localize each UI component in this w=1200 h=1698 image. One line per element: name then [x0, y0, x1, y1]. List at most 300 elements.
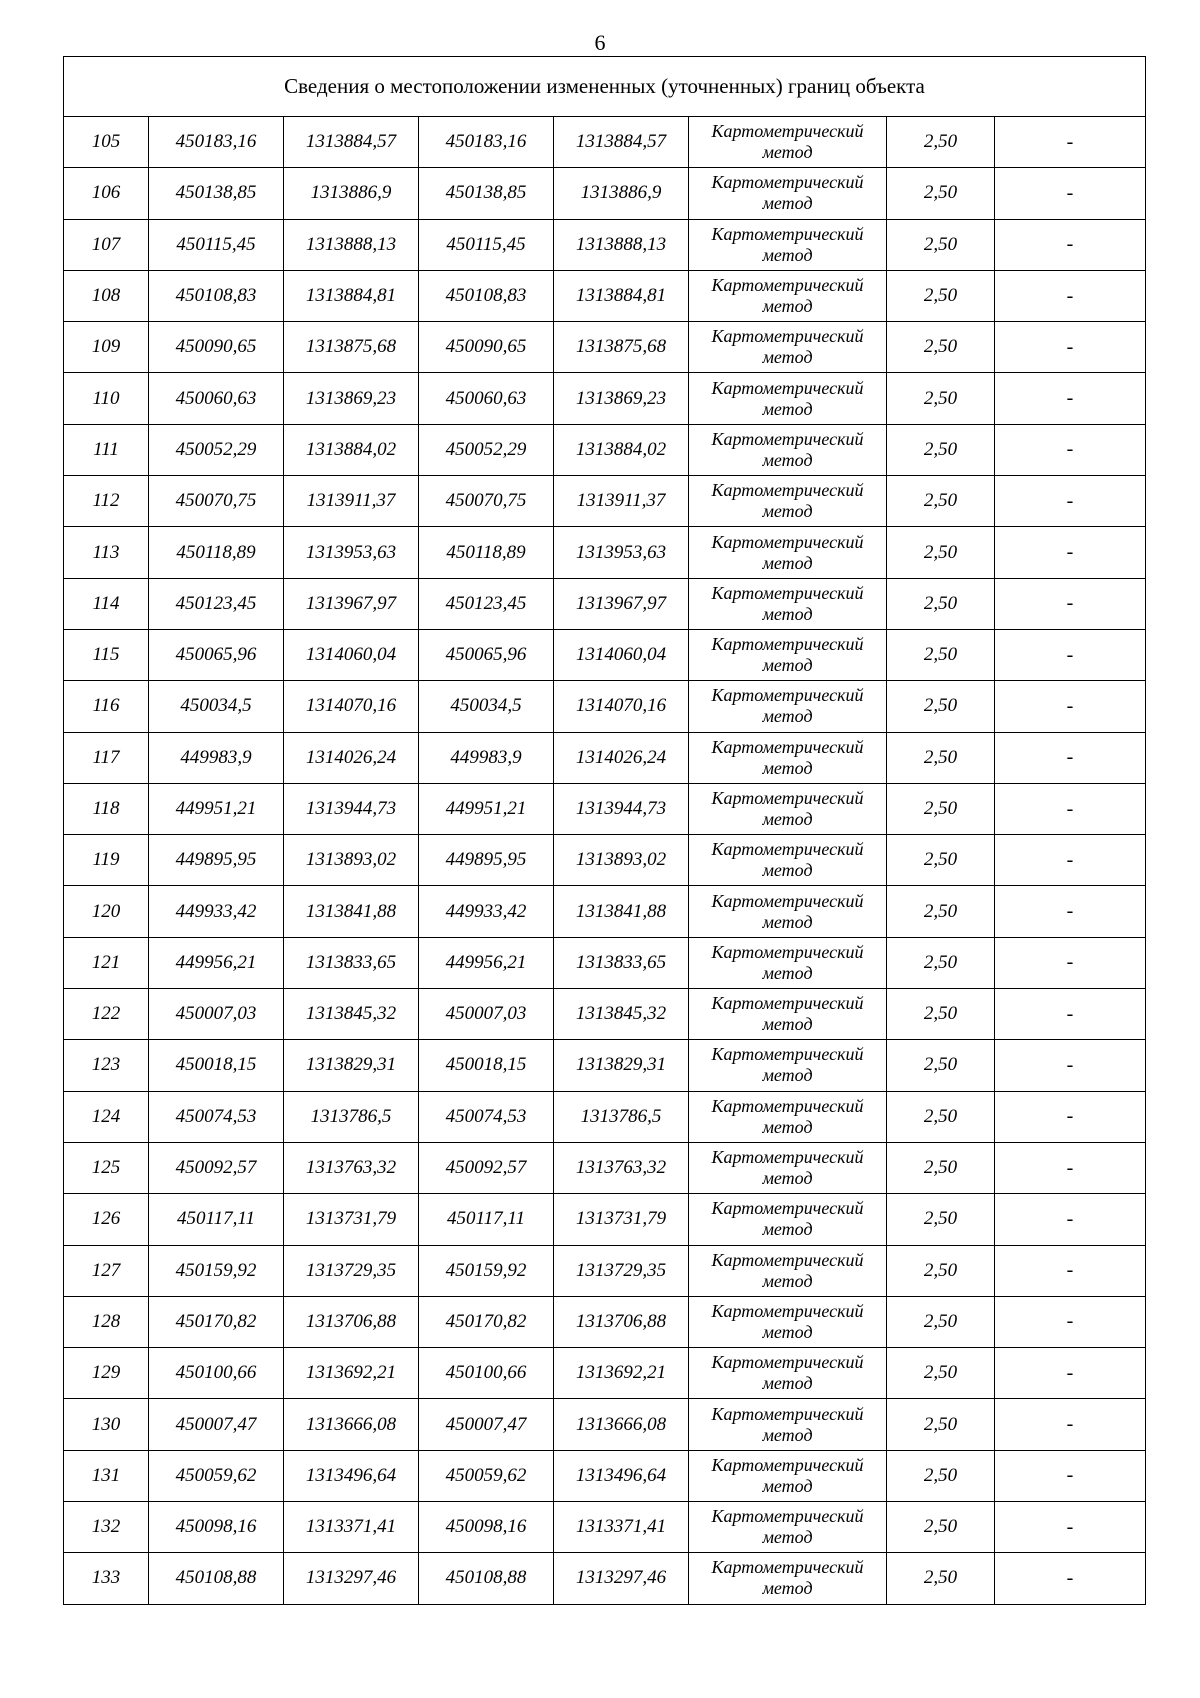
refined-x-cell: 450065,96: [419, 629, 554, 680]
point-number-cell: 118: [64, 783, 149, 834]
method-line1: Картометрический: [711, 428, 864, 449]
accuracy-cell: 2,50: [887, 732, 995, 783]
accuracy-cell: 2,50: [887, 1553, 995, 1604]
table-row: [64, 732, 1146, 783]
refined-y-cell: 1313845,32: [554, 989, 689, 1040]
method-line2: метод: [762, 911, 813, 932]
note-cell: -: [995, 270, 1146, 321]
existing-x-cell: 450090,65: [149, 322, 284, 373]
table-row: [64, 527, 1146, 578]
accuracy-cell: 2,50: [887, 476, 995, 527]
method-line2: метод: [762, 809, 813, 829]
note-cell: -: [995, 886, 1146, 937]
existing-x-cell: 450034,5: [149, 681, 284, 732]
method-line1: Картометрический: [711, 685, 864, 706]
note-cell: -: [995, 322, 1146, 373]
method-line1: Картометрический: [711, 275, 864, 296]
existing-x-cell: 449895,95: [149, 835, 284, 886]
point-number-cell: 106: [64, 168, 149, 219]
accuracy-cell: 2,50: [887, 1091, 995, 1142]
existing-x-cell: 450070,75: [149, 476, 284, 527]
refined-y-cell: 1314026,24: [554, 732, 689, 783]
method-line1: Картометрический: [711, 993, 864, 1014]
existing-x-cell: 449951,21: [149, 783, 284, 834]
refined-x-cell: 450007,47: [419, 1399, 554, 1450]
existing-x-cell: 450115,45: [149, 219, 284, 270]
method-line2: метод: [762, 860, 813, 881]
existing-x-cell: 450183,16: [149, 117, 284, 168]
refined-y-cell: 1313875,68: [554, 322, 689, 373]
accuracy-cell: 2,50: [887, 1040, 995, 1091]
refined-x-cell: 450117,11: [419, 1194, 554, 1245]
accuracy-cell: 2,50: [887, 783, 995, 834]
method-line2: метод: [762, 706, 813, 727]
method-line2: метод: [762, 1424, 813, 1445]
table-row: [64, 117, 1146, 168]
method-line1: Картометрический: [711, 326, 864, 347]
method-cell: [689, 1040, 887, 1091]
table-body: [64, 117, 1146, 1605]
table-caption: Сведения о местоположении измененных (уточненных) границ объекта: [64, 57, 1146, 117]
existing-x-cell: 450052,29: [149, 424, 284, 475]
method-line2: метод: [762, 347, 813, 368]
refined-x-cell: 449933,42: [419, 886, 554, 937]
refined-x-cell: 450123,45: [419, 578, 554, 629]
point-number-cell: 112: [64, 476, 149, 527]
existing-x-cell: 450118,89: [149, 527, 284, 578]
note-cell: -: [995, 476, 1146, 527]
refined-x-cell: 450118,89: [419, 527, 554, 578]
existing-y-cell: 1313841,88: [284, 886, 419, 937]
refined-y-cell: 1313841,88: [554, 886, 689, 937]
point-number-cell: 107: [64, 219, 149, 270]
method-line2: метод: [762, 398, 813, 419]
table-row: [64, 219, 1146, 270]
refined-x-cell: 450183,16: [419, 117, 554, 168]
note-cell: -: [995, 1399, 1146, 1450]
note-cell: -: [995, 1040, 1146, 1091]
method-line1: Картометрический: [711, 1300, 864, 1321]
refined-y-cell: 1313884,57: [554, 117, 689, 168]
note-cell: -: [995, 1091, 1146, 1142]
note-cell: -: [995, 1348, 1146, 1399]
method-line1: Картометрический: [711, 172, 864, 193]
method-line1: Картометрический: [711, 121, 864, 142]
existing-x-cell: 450098,16: [149, 1502, 284, 1553]
method-cell: [689, 168, 887, 219]
accuracy-cell: 2,50: [887, 424, 995, 475]
refined-y-cell: 1313953,63: [554, 527, 689, 578]
method-line1: Картометрический: [711, 223, 864, 244]
note-cell: -: [995, 1245, 1146, 1296]
refined-x-cell: 450090,65: [419, 322, 554, 373]
method-cell: [689, 886, 887, 937]
table-row: [64, 835, 1146, 886]
method-line1: Картометрический: [711, 1454, 864, 1475]
method-line1: Картометрический: [711, 1506, 864, 1527]
method-cell: [689, 270, 887, 321]
refined-y-cell: 1313496,64: [554, 1450, 689, 1501]
table-row: [64, 476, 1146, 527]
accuracy-cell: 2,50: [887, 1348, 995, 1399]
table-row: [64, 424, 1146, 475]
accuracy-cell: 2,50: [887, 1245, 995, 1296]
existing-y-cell: 1314070,16: [284, 681, 419, 732]
existing-y-cell: 1313666,08: [284, 1399, 419, 1450]
refined-x-cell: 450138,85: [419, 168, 554, 219]
method-line2: метод: [762, 757, 813, 778]
existing-x-cell: 450117,11: [149, 1194, 284, 1245]
note-cell: -: [995, 835, 1146, 886]
existing-y-cell: 1313888,13: [284, 219, 419, 270]
method-cell: [689, 783, 887, 834]
existing-y-cell: 1313869,23: [284, 373, 419, 424]
table-row: [64, 1553, 1146, 1604]
method-line2: метод: [762, 1373, 813, 1394]
existing-y-cell: 1313967,97: [284, 578, 419, 629]
method-line1: Картометрический: [711, 1095, 864, 1116]
table-row: [64, 322, 1146, 373]
existing-y-cell: 1313297,46: [284, 1553, 419, 1604]
point-number-cell: 105: [64, 117, 149, 168]
method-line2: метод: [762, 296, 813, 317]
existing-y-cell: 1313371,41: [284, 1502, 419, 1553]
accuracy-cell: 2,50: [887, 219, 995, 270]
refined-x-cell: 450108,83: [419, 270, 554, 321]
note-cell: -: [995, 732, 1146, 783]
point-number-cell: 131: [64, 1450, 149, 1501]
method-cell: [689, 373, 887, 424]
accuracy-cell: 2,50: [887, 835, 995, 886]
refined-y-cell: 1313829,31: [554, 1040, 689, 1091]
point-number-cell: 123: [64, 1040, 149, 1091]
existing-x-cell: 450060,63: [149, 373, 284, 424]
method-cell: [689, 629, 887, 680]
accuracy-cell: 2,50: [887, 1450, 995, 1501]
method-line2: метод: [762, 962, 813, 983]
existing-x-cell: 450170,82: [149, 1296, 284, 1347]
method-line1: Картометрический: [711, 788, 864, 808]
note-cell: -: [995, 937, 1146, 988]
refined-y-cell: 1313731,79: [554, 1194, 689, 1245]
method-line1: Картометрический: [711, 634, 864, 655]
point-number-cell: 108: [64, 270, 149, 321]
method-line2: метод: [762, 1168, 813, 1189]
existing-x-cell: 450159,92: [149, 1245, 284, 1296]
table-row: [64, 886, 1146, 937]
existing-y-cell: 1313496,64: [284, 1450, 419, 1501]
table-row: [64, 1194, 1146, 1245]
table-row: [64, 1296, 1146, 1347]
point-number-cell: 129: [64, 1348, 149, 1399]
table-row: [64, 1040, 1146, 1091]
method-cell: [689, 1553, 887, 1604]
existing-y-cell: 1313875,68: [284, 322, 419, 373]
method-line2: метод: [762, 1219, 813, 1240]
note-cell: -: [995, 1296, 1146, 1347]
note-cell: -: [995, 219, 1146, 270]
note-cell: -: [995, 989, 1146, 1040]
table-row: [64, 629, 1146, 680]
accuracy-cell: 2,50: [887, 629, 995, 680]
method-line2: метод: [762, 1014, 813, 1035]
existing-x-cell: 450059,62: [149, 1450, 284, 1501]
point-number-cell: 115: [64, 629, 149, 680]
point-number-cell: 119: [64, 835, 149, 886]
point-number-cell: 125: [64, 1142, 149, 1193]
point-number-cell: 132: [64, 1502, 149, 1553]
method-line2: метод: [762, 1578, 813, 1599]
refined-x-cell: 449983,9: [419, 732, 554, 783]
refined-y-cell: 1313888,13: [554, 219, 689, 270]
existing-y-cell: 1314026,24: [284, 732, 419, 783]
existing-y-cell: 1313886,9: [284, 168, 419, 219]
accuracy-cell: 2,50: [887, 322, 995, 373]
method-line1: Картометрический: [711, 531, 864, 552]
refined-y-cell: 1314070,16: [554, 681, 689, 732]
refined-y-cell: 1313692,21: [554, 1348, 689, 1399]
existing-x-cell: 449983,9: [149, 732, 284, 783]
accuracy-cell: 2,50: [887, 373, 995, 424]
existing-y-cell: 1313729,35: [284, 1245, 419, 1296]
existing-y-cell: 1313884,02: [284, 424, 419, 475]
existing-x-cell: 450108,83: [149, 270, 284, 321]
table-row: [64, 989, 1146, 1040]
method-line1: Картометрический: [711, 480, 864, 501]
point-number-cell: 114: [64, 578, 149, 629]
table-row: [64, 1502, 1146, 1553]
method-cell: [689, 937, 887, 988]
existing-y-cell: 1313731,79: [284, 1194, 419, 1245]
method-cell: [689, 424, 887, 475]
existing-x-cell: 450065,96: [149, 629, 284, 680]
accuracy-cell: 2,50: [887, 681, 995, 732]
point-number-cell: 122: [64, 989, 149, 1040]
table-row: [64, 270, 1146, 321]
note-cell: -: [995, 117, 1146, 168]
note-cell: -: [995, 681, 1146, 732]
method-cell: [689, 1142, 887, 1193]
refined-x-cell: 450052,29: [419, 424, 554, 475]
method-line2: метод: [762, 655, 813, 676]
existing-y-cell: 1313706,88: [284, 1296, 419, 1347]
method-line2: метод: [762, 449, 813, 470]
note-cell: -: [995, 424, 1146, 475]
method-cell: [689, 1194, 887, 1245]
method-cell: [689, 1091, 887, 1142]
table-row: [64, 578, 1146, 629]
method-cell: [689, 219, 887, 270]
table-row: [64, 1245, 1146, 1296]
point-number-cell: 127: [64, 1245, 149, 1296]
refined-x-cell: 450159,92: [419, 1245, 554, 1296]
refined-x-cell: 450007,03: [419, 989, 554, 1040]
refined-x-cell: 450070,75: [419, 476, 554, 527]
accuracy-cell: 2,50: [887, 1194, 995, 1245]
existing-x-cell: 450007,03: [149, 989, 284, 1040]
refined-y-cell: 1313666,08: [554, 1399, 689, 1450]
refined-y-cell: 1313911,37: [554, 476, 689, 527]
refined-y-cell: 1313729,35: [554, 1245, 689, 1296]
table-row: [64, 681, 1146, 732]
refined-y-cell: 1313893,02: [554, 835, 689, 886]
accuracy-cell: 2,50: [887, 1142, 995, 1193]
refined-y-cell: 1313786,5: [554, 1091, 689, 1142]
refined-y-cell: 1313763,32: [554, 1142, 689, 1193]
method-line1: Картометрический: [711, 890, 864, 911]
method-cell: [689, 476, 887, 527]
method-cell: [689, 1245, 887, 1296]
point-number-cell: 120: [64, 886, 149, 937]
refined-x-cell: 450092,57: [419, 1142, 554, 1193]
method-line2: метод: [762, 1065, 813, 1086]
method-line2: метод: [762, 1321, 813, 1342]
refined-x-cell: 450098,16: [419, 1502, 554, 1553]
method-line2: метод: [762, 1475, 813, 1496]
refined-x-cell: 450059,62: [419, 1450, 554, 1501]
existing-y-cell: 1313911,37: [284, 476, 419, 527]
method-line2: метод: [762, 603, 813, 624]
refined-y-cell: 1313886,9: [554, 168, 689, 219]
refined-x-cell: 449951,21: [419, 783, 554, 834]
existing-x-cell: 449933,42: [149, 886, 284, 937]
method-line1: Картометрический: [711, 839, 864, 860]
table-row: [64, 373, 1146, 424]
method-cell: [689, 322, 887, 373]
refined-x-cell: 450108,88: [419, 1553, 554, 1604]
page-number: 6: [594, 30, 606, 55]
existing-x-cell: 450074,53: [149, 1091, 284, 1142]
refined-x-cell: 450034,5: [419, 681, 554, 732]
refined-y-cell: 1313967,97: [554, 578, 689, 629]
method-line1: Картометрический: [711, 1557, 864, 1578]
method-line1: Картометрический: [711, 941, 864, 962]
existing-x-cell: 449956,21: [149, 937, 284, 988]
point-number-cell: 111: [64, 424, 149, 475]
refined-x-cell: 450170,82: [419, 1296, 554, 1347]
method-line2: метод: [762, 193, 813, 214]
refined-x-cell: 449895,95: [419, 835, 554, 886]
note-cell: -: [995, 1553, 1146, 1604]
method-line2: метод: [762, 1116, 813, 1137]
existing-y-cell: 1313786,5: [284, 1091, 419, 1142]
refined-y-cell: 1313944,73: [554, 783, 689, 834]
existing-x-cell: 450018,15: [149, 1040, 284, 1091]
refined-y-cell: 1313371,41: [554, 1502, 689, 1553]
method-line1: Картометрический: [711, 1352, 864, 1373]
refined-x-cell: 450060,63: [419, 373, 554, 424]
method-line2: метод: [762, 1527, 813, 1548]
method-line1: Картометрический: [711, 736, 864, 757]
method-cell: [689, 117, 887, 168]
existing-x-cell: 450138,85: [149, 168, 284, 219]
method-cell: [689, 1502, 887, 1553]
point-number-cell: 109: [64, 322, 149, 373]
existing-x-cell: 450100,66: [149, 1348, 284, 1399]
method-cell: [689, 527, 887, 578]
note-cell: -: [995, 373, 1146, 424]
point-number-cell: 117: [64, 732, 149, 783]
existing-y-cell: 1313763,32: [284, 1142, 419, 1193]
note-cell: -: [995, 1450, 1146, 1501]
method-line1: Картометрический: [711, 1403, 864, 1424]
refined-x-cell: 450115,45: [419, 219, 554, 270]
point-number-cell: 133: [64, 1553, 149, 1604]
refined-y-cell: 1314060,04: [554, 629, 689, 680]
method-line2: метод: [762, 552, 813, 573]
method-cell: [689, 681, 887, 732]
accuracy-cell: 2,50: [887, 937, 995, 988]
existing-y-cell: 1313944,73: [284, 783, 419, 834]
method-cell: [689, 578, 887, 629]
accuracy-cell: 2,50: [887, 1399, 995, 1450]
method-line1: Картометрический: [711, 1198, 864, 1219]
method-cell: [689, 1450, 887, 1501]
accuracy-cell: 2,50: [887, 886, 995, 937]
refined-y-cell: 1313833,65: [554, 937, 689, 988]
existing-x-cell: 450007,47: [149, 1399, 284, 1450]
point-number-cell: 124: [64, 1091, 149, 1142]
refined-y-cell: 1313884,02: [554, 424, 689, 475]
table-row: [64, 168, 1146, 219]
refined-y-cell: 1313884,81: [554, 270, 689, 321]
existing-y-cell: 1313884,57: [284, 117, 419, 168]
accuracy-cell: 2,50: [887, 578, 995, 629]
accuracy-cell: 2,50: [887, 168, 995, 219]
accuracy-cell: 2,50: [887, 117, 995, 168]
note-cell: -: [995, 527, 1146, 578]
method-cell: [689, 1296, 887, 1347]
note-cell: -: [995, 1502, 1146, 1553]
existing-x-cell: 450108,88: [149, 1553, 284, 1604]
point-number-cell: 128: [64, 1296, 149, 1347]
method-line1: Картометрический: [711, 1044, 864, 1065]
method-cell: [689, 732, 887, 783]
existing-y-cell: 1313953,63: [284, 527, 419, 578]
method-line2: метод: [762, 244, 813, 265]
existing-x-cell: 450123,45: [149, 578, 284, 629]
table-row: [64, 1399, 1146, 1450]
method-line1: Картометрический: [711, 377, 864, 398]
method-line1: Картометрический: [711, 582, 864, 603]
existing-y-cell: 1313833,65: [284, 937, 419, 988]
method-cell: [689, 1348, 887, 1399]
note-cell: -: [995, 783, 1146, 834]
existing-y-cell: 1313884,81: [284, 270, 419, 321]
table-row: [64, 1348, 1146, 1399]
existing-y-cell: 1314060,04: [284, 629, 419, 680]
refined-y-cell: 1313297,46: [554, 1553, 689, 1604]
table-row: [64, 1142, 1146, 1193]
refined-x-cell: 450018,15: [419, 1040, 554, 1091]
table-row: [64, 1450, 1146, 1501]
method-line2: метод: [762, 1270, 813, 1291]
accuracy-cell: 2,50: [887, 527, 995, 578]
table-row: [64, 937, 1146, 988]
accuracy-cell: 2,50: [887, 1296, 995, 1347]
note-cell: -: [995, 578, 1146, 629]
point-number-cell: 126: [64, 1194, 149, 1245]
refined-x-cell: 449956,21: [419, 937, 554, 988]
accuracy-cell: 2,50: [887, 1502, 995, 1553]
boundary-coordinates-table: [63, 56, 1146, 1605]
point-number-cell: 110: [64, 373, 149, 424]
refined-x-cell: 450074,53: [419, 1091, 554, 1142]
point-number-cell: 130: [64, 1399, 149, 1450]
method-cell: [689, 835, 887, 886]
method-line2: метод: [762, 142, 813, 163]
existing-y-cell: 1313692,21: [284, 1348, 419, 1399]
